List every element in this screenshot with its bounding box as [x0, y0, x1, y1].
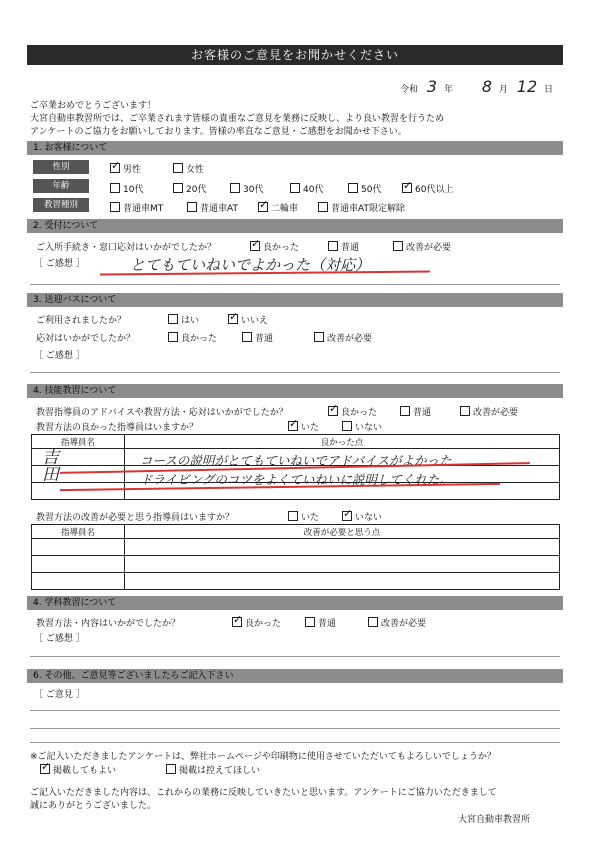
gender-female[interactable]: [173, 162, 204, 175]
checkbox-icon[interactable]: [342, 511, 352, 521]
s4-q1-normal-label: 普通: [413, 408, 432, 418]
s4-q3-no[interactable]: [342, 510, 382, 523]
checkbox-icon[interactable]: [305, 617, 315, 627]
checkbox-icon[interactable]: [110, 163, 120, 173]
age-60-plus-label: 60代以上: [415, 185, 454, 195]
s3-q2-improve-label: 改善が必要: [327, 334, 373, 344]
gender-male[interactable]: [110, 162, 141, 175]
course-at[interactable]: [187, 201, 238, 214]
checkbox-icon[interactable]: [402, 183, 412, 193]
date-month-unit: 月: [498, 85, 508, 95]
age-10-label: 10代: [123, 185, 144, 195]
s4-q3: 教習方法の改善が必要と思う指導員はいますか？: [36, 513, 235, 523]
s3-q2: 応対はいかがでしたか？: [36, 334, 136, 344]
divider: [30, 656, 560, 657]
course-label: 教習種別: [33, 198, 89, 212]
s5-option-good[interactable]: [232, 616, 281, 629]
table-header-row: [32, 525, 560, 539]
checkbox-icon[interactable]: [288, 511, 298, 521]
course-mt[interactable]: [110, 201, 163, 214]
table-header-good-points: 良かった点: [125, 435, 560, 449]
s4-q1-improve[interactable]: [460, 405, 518, 418]
s4-q2-no[interactable]: [342, 420, 382, 433]
s3-q1-yes-label: はい: [181, 316, 200, 326]
table-cell[interactable]: [125, 573, 560, 590]
gender-female-label: 女性: [186, 165, 205, 175]
checkbox-icon[interactable]: [318, 202, 328, 212]
checkbox-icon[interactable]: [328, 406, 338, 416]
age-50-label: 50代: [361, 185, 382, 195]
date-era: 令和: [400, 85, 419, 95]
s4-q2-yes-label: いた: [301, 423, 320, 433]
consent-deny-label: 掲載は控えてほしい: [179, 766, 261, 776]
s5-option-improve[interactable]: [368, 616, 426, 629]
instructor-name[interactable]: 吉田: [42, 448, 59, 485]
checkbox-icon[interactable]: [242, 332, 252, 342]
divider: [30, 372, 560, 373]
age-40[interactable]: [290, 182, 323, 195]
s5-option-normal-label: 普通: [318, 619, 337, 629]
s5-option-normal[interactable]: [305, 616, 336, 629]
intro-line-1: ご卒業おめでとうございます！: [30, 101, 157, 111]
s3-comment-label: ［ ご感想 ］: [34, 351, 85, 361]
table-header-instructor: 指導員名: [32, 435, 125, 449]
intro-line-3: アンケートのご協力をお願いしております。皆様の率直なご意見・ご感想をお聞かせ下さい。: [30, 127, 407, 137]
s4-q3-yes-label: いた: [301, 513, 320, 523]
course-at-label: 普通車AT: [200, 204, 238, 214]
s3-q1-no[interactable]: [228, 313, 268, 326]
checkbox-icon[interactable]: [393, 241, 403, 251]
age-20[interactable]: [173, 182, 206, 195]
age-label: 年齢: [33, 179, 89, 193]
age-50[interactable]: [348, 182, 381, 195]
course-motorcycle[interactable]: [258, 201, 298, 214]
good-point-line-2[interactable]: ドライビングのコツをよくていねいに説明してくれた。: [140, 472, 452, 487]
s3-q2-good[interactable]: [168, 331, 217, 344]
s3-q1: ご利用されましたか？: [36, 316, 127, 326]
table-header-improve-points: 改善が必要と思う点: [125, 525, 560, 539]
age-60-plus[interactable]: [402, 182, 453, 195]
course-mt-label: 普通車MT: [123, 204, 164, 214]
divider: [30, 728, 560, 729]
s5-question: 教習方法・内容はいかがでしたか？: [36, 619, 181, 629]
checkbox-icon[interactable]: [40, 764, 50, 774]
checkbox-icon[interactable]: [230, 183, 240, 193]
table-cell[interactable]: [32, 556, 125, 573]
date-year-value[interactable]: 3: [426, 77, 438, 96]
age-10[interactable]: [110, 182, 143, 195]
checkbox-icon[interactable]: [290, 183, 300, 193]
table-row: [32, 556, 560, 573]
date-line: [400, 77, 553, 96]
s4-q1: 教習指導員のアドバイスや教習方法・応対はいかがでしたか？: [36, 408, 288, 418]
s3-q2-good-label: 良かった: [181, 334, 218, 344]
checkbox-icon[interactable]: [348, 183, 358, 193]
table-cell[interactable]: [125, 539, 560, 556]
checkbox-icon[interactable]: [168, 332, 178, 342]
s6-comment-label: ［ ご意見 ］: [34, 690, 85, 700]
consent-text: ※ご記入いただきましたアンケートは、弊社ホームページや印刷物に使用させていただいてもよろしいでしょうか？: [30, 752, 496, 762]
consent-allow-label: 掲載してもよい: [53, 766, 117, 776]
table-row: [32, 539, 560, 556]
s4-q2: 教習方法の良かった指導員はいますか？: [36, 423, 199, 433]
section-2-header: 2. 受付について: [27, 219, 563, 233]
consent-deny[interactable]: [166, 763, 260, 776]
s4-q2-no-label: いない: [355, 423, 383, 433]
section-3-header: 3. 送迎バスについて: [27, 293, 563, 307]
section-1-header: 1. お客様について: [27, 141, 563, 155]
section-6-header: 6. その他、ご意見等ございましたらご記入下さい: [27, 669, 563, 683]
date-month-value[interactable]: 8: [481, 77, 493, 96]
checkbox-icon[interactable]: [328, 241, 338, 251]
section-4-header: 4. 技能教習について: [27, 384, 563, 398]
checkbox-icon[interactable]: [166, 764, 176, 774]
closing-line-1: ご記入いただきました内容は、これからの業務に反映していきたいと思います。アンケートにご協力いただきまして: [30, 788, 497, 798]
intro-line-2: 大宮自動車教習所では、ご卒業されます皆様の貴重なご意見を業務に反映し、より良い教習を行うため: [30, 114, 445, 124]
checkbox-icon[interactable]: [173, 183, 183, 193]
closing-line-2: 誠にありがとうございました。: [30, 801, 157, 811]
checkbox-icon[interactable]: [368, 617, 378, 627]
divider: [30, 710, 560, 711]
s2-comment[interactable]: とてもていねいでよかった（対応）: [130, 256, 371, 274]
s4-q3-no-label: いない: [355, 513, 383, 523]
gender-label: 性別: [33, 160, 89, 174]
s3-q1-yes[interactable]: [168, 313, 199, 326]
s2-option-good[interactable]: [250, 240, 299, 253]
date-year-unit: 年: [443, 85, 453, 95]
s4-q2-yes[interactable]: [288, 420, 319, 433]
s5-comment-label: ［ ご感想 ］: [34, 634, 85, 644]
checkbox-icon[interactable]: [400, 406, 410, 416]
table-header-row: [32, 435, 560, 449]
checkbox-icon[interactable]: [250, 241, 260, 251]
good-point-line-1[interactable]: コースの説明がとてもていねいでアドバイスがよかった: [140, 453, 452, 468]
s2-option-improve-label: 改善が必要: [406, 243, 452, 253]
s2-comment-label: ［ ご感想 ］: [34, 259, 85, 269]
signature: 大宮自動車教習所: [458, 815, 531, 825]
s3-q2-normal-label: 普通: [255, 334, 274, 344]
course-motorcycle-label: 二輪車: [271, 204, 299, 214]
checkbox-icon[interactable]: [288, 421, 298, 431]
s2-option-normal[interactable]: [328, 240, 359, 253]
checkbox-icon[interactable]: [342, 421, 352, 431]
s4-q1-improve-label: 改善が必要: [473, 408, 519, 418]
s2-option-normal-label: 普通: [341, 243, 360, 253]
s4-q1-good-label: 良かった: [341, 408, 378, 418]
table-cell[interactable]: [32, 573, 125, 590]
table-row: [32, 573, 560, 590]
s5-option-good-label: 良かった: [245, 619, 282, 629]
s4-q1-good[interactable]: [328, 405, 377, 418]
age-20-label: 20代: [186, 185, 207, 195]
improve-instructor-table: [31, 524, 560, 590]
s3-q2-normal[interactable]: [242, 331, 273, 344]
section-5-header: 4. 学科教習について: [27, 596, 563, 610]
page-title: お客様のご意見をお聞かせください: [27, 45, 563, 65]
consent-allow[interactable]: [40, 763, 116, 776]
s2-option-improve[interactable]: [393, 240, 451, 253]
divider: [30, 284, 560, 285]
s5-option-improve-label: 改善が必要: [381, 619, 427, 629]
checkbox-icon[interactable]: [228, 314, 238, 324]
s3-q1-no-label: いいえ: [241, 316, 269, 326]
table-cell[interactable]: [125, 556, 560, 573]
s4-q1-normal[interactable]: [400, 405, 431, 418]
checkbox-icon[interactable]: [258, 202, 268, 212]
s3-q2-improve[interactable]: [314, 331, 372, 344]
checkbox-icon[interactable]: [187, 202, 197, 212]
s2-question: ご入所手続き・窓口応対はいかがでしたか？: [36, 243, 217, 253]
course-at-limit[interactable]: [318, 201, 405, 214]
date-day-unit: 日: [544, 85, 554, 95]
checkbox-icon[interactable]: [110, 183, 120, 193]
date-day-value[interactable]: 12: [516, 77, 538, 96]
age-30[interactable]: [230, 182, 263, 195]
checkbox-icon[interactable]: [232, 617, 242, 627]
table-cell[interactable]: [32, 483, 125, 500]
table-header-instructor: 指導員名: [32, 525, 125, 539]
course-at-limit-label: 普通車AT限定解除: [331, 204, 405, 214]
checkbox-icon[interactable]: [168, 314, 178, 324]
gender-male-label: 男性: [123, 165, 142, 175]
s2-option-good-label: 良かった: [263, 243, 300, 253]
checkbox-icon[interactable]: [173, 163, 183, 173]
divider: [30, 742, 560, 743]
checkbox-icon[interactable]: [314, 332, 324, 342]
age-30-label: 30代: [243, 185, 264, 195]
checkbox-icon[interactable]: [460, 406, 470, 416]
age-40-label: 40代: [303, 185, 324, 195]
checkbox-icon[interactable]: [110, 202, 120, 212]
table-cell[interactable]: [32, 539, 125, 556]
s4-q3-yes[interactable]: [288, 510, 319, 523]
